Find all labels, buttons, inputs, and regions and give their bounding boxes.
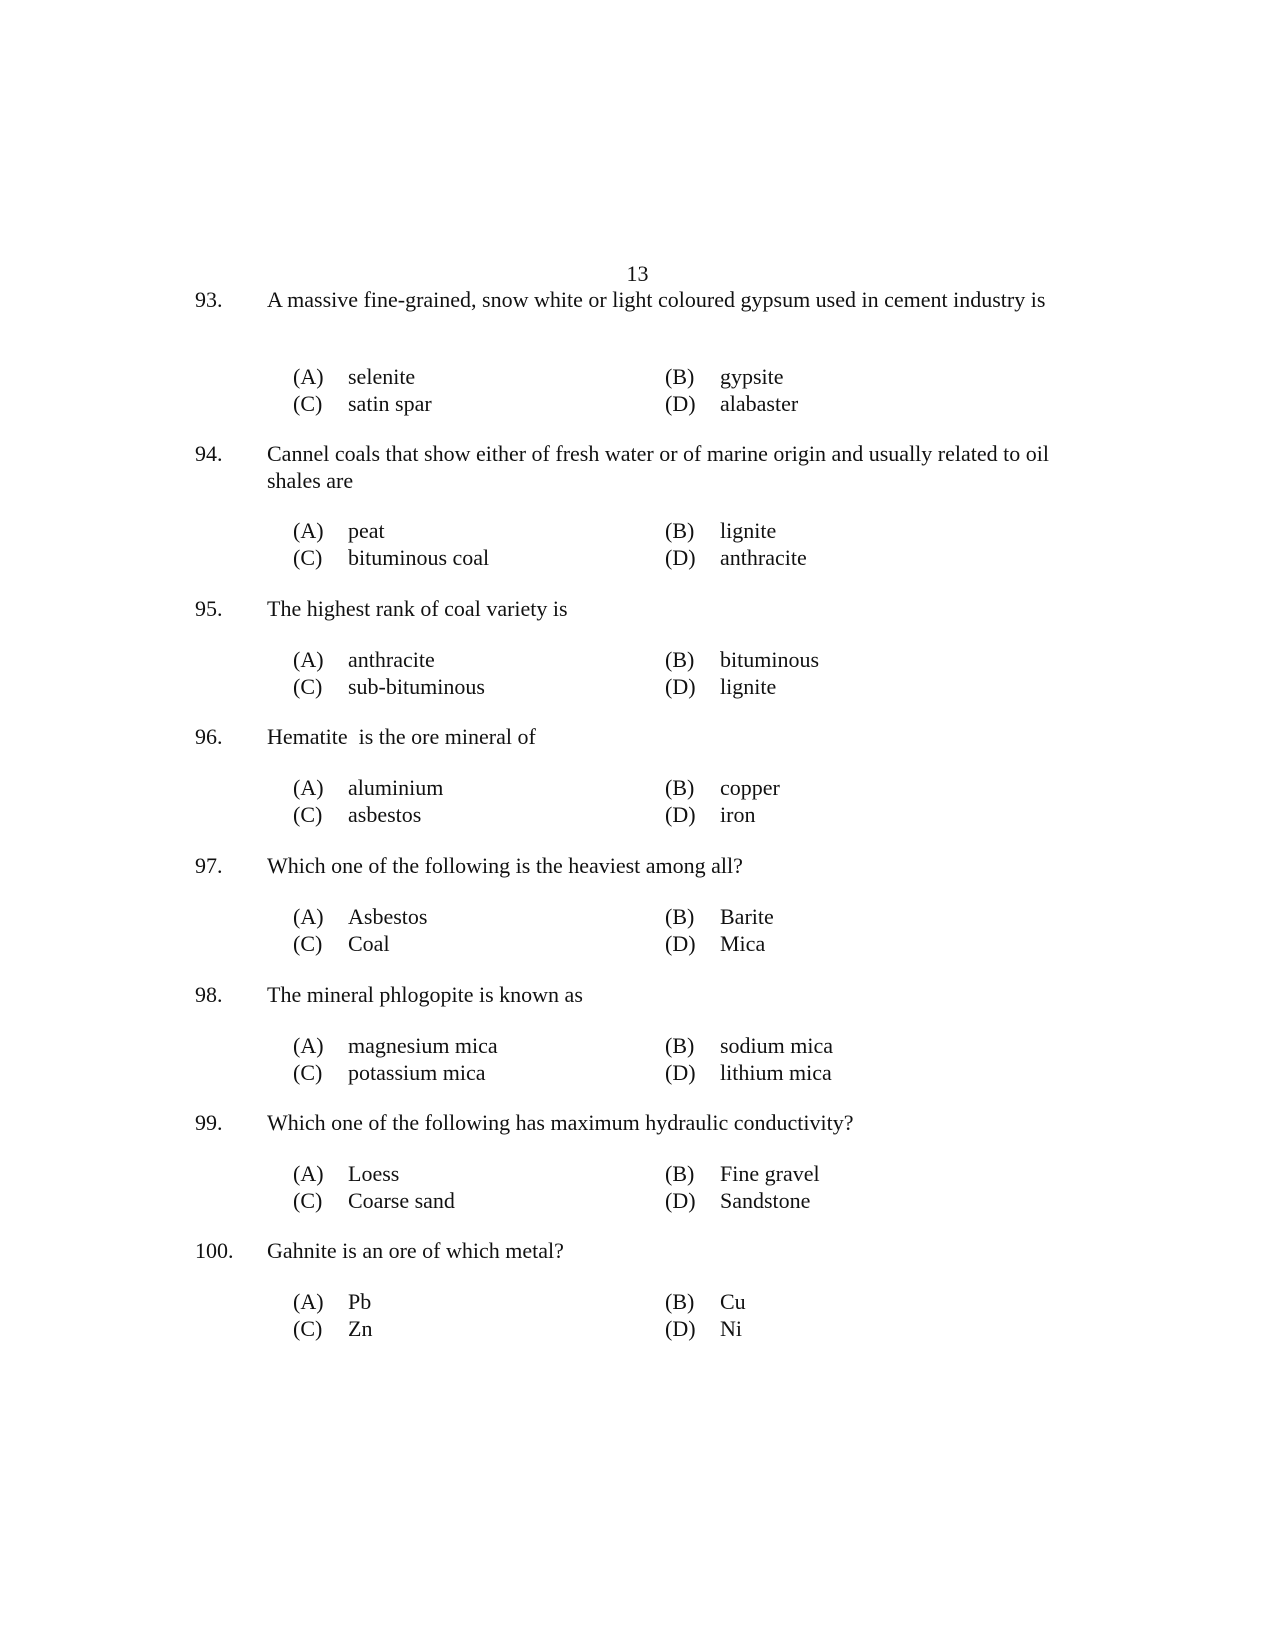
question-text: Cannel coals that show either of fresh water or of marine origin and usually related to oil shales are [267, 441, 1049, 493]
option-letter: (A) [293, 775, 324, 800]
option-text: selenite [348, 364, 416, 389]
question-100 [195, 1237, 1095, 1341]
option-c[interactable] [293, 1187, 455, 1214]
option-letter: (C) [293, 1060, 323, 1085]
option-c[interactable] [293, 1059, 485, 1086]
option-a[interactable] [293, 1160, 399, 1187]
option-text: asbestos [348, 802, 422, 827]
option-letter: (C) [293, 674, 323, 699]
question-95 [195, 595, 1095, 699]
option-text: Mica [720, 931, 766, 956]
option-letter: (D) [665, 1188, 696, 1213]
option-b[interactable] [665, 1160, 820, 1187]
option-letter: (D) [665, 674, 696, 699]
option-letter: (C) [293, 931, 323, 956]
option-d[interactable] [665, 544, 807, 571]
option-d[interactable] [665, 930, 765, 957]
option-text: Zn [348, 1316, 373, 1341]
option-text: Sandstone [720, 1188, 811, 1213]
option-text: alabaster [720, 391, 799, 416]
option-c[interactable] [293, 801, 421, 828]
option-a[interactable] [293, 903, 427, 930]
option-c[interactable] [293, 544, 489, 571]
option-text: magnesium mica [348, 1033, 498, 1058]
question-text: Which one of the following has maximum hydraulic conductivity? [267, 1110, 854, 1135]
option-text: Loess [348, 1161, 400, 1186]
option-letter: (B) [665, 1033, 695, 1058]
option-letter: (D) [665, 802, 696, 827]
question-number: 94. [195, 441, 223, 466]
option-c[interactable] [293, 390, 432, 417]
question-93 [195, 286, 1095, 416]
option-text: Coal [348, 931, 390, 956]
option-b[interactable] [665, 517, 776, 544]
option-letter: (B) [665, 1289, 695, 1314]
option-text: lignite [720, 674, 777, 699]
option-a[interactable] [293, 1288, 371, 1315]
option-c[interactable] [293, 673, 485, 700]
option-text: gypsite [720, 364, 784, 389]
question-number: 98. [195, 982, 223, 1007]
page-number: 13 [626, 261, 649, 286]
option-text: Pb [348, 1289, 372, 1314]
option-letter: (B) [665, 775, 695, 800]
option-d[interactable] [665, 673, 776, 700]
option-text: iron [720, 802, 756, 827]
option-text: lignite [720, 518, 777, 543]
option-b[interactable] [665, 903, 774, 930]
question-number: 96. [195, 724, 223, 749]
option-text: peat [348, 518, 385, 543]
option-letter: (A) [293, 647, 324, 672]
option-text: lithium mica [720, 1060, 832, 1085]
option-letter: (B) [665, 904, 695, 929]
option-letter: (A) [293, 1033, 324, 1058]
option-text: Fine gravel [720, 1161, 820, 1186]
option-text: potassium mica [348, 1060, 486, 1085]
option-letter: (A) [293, 904, 324, 929]
option-a[interactable] [293, 774, 443, 801]
option-b[interactable] [665, 646, 819, 673]
option-d[interactable] [665, 801, 755, 828]
option-letter: (D) [665, 1316, 696, 1341]
option-letter: (D) [665, 1060, 696, 1085]
option-text: bituminous [720, 647, 820, 672]
option-letter: (B) [665, 1161, 695, 1186]
option-text: Coarse sand [348, 1188, 455, 1213]
option-letter: (D) [665, 545, 696, 570]
question-text: The mineral phlogopite is known as [267, 982, 583, 1007]
question-text: A massive fine-grained, snow white or light coloured gypsum used in cement industry is [267, 287, 1046, 312]
option-c[interactable] [293, 1315, 372, 1342]
option-letter: (C) [293, 391, 323, 416]
option-letter: (A) [293, 518, 324, 543]
option-letter: (D) [665, 931, 696, 956]
option-a[interactable] [293, 1032, 498, 1059]
option-letter: (B) [665, 647, 695, 672]
option-letter: (C) [293, 1316, 323, 1341]
option-d[interactable] [665, 1315, 742, 1342]
option-c[interactable] [293, 930, 390, 957]
option-letter: (C) [293, 1188, 323, 1213]
option-letter: (B) [665, 364, 695, 389]
option-b[interactable] [665, 363, 784, 390]
option-d[interactable] [665, 390, 798, 417]
option-b[interactable] [665, 1288, 746, 1315]
option-text: copper [720, 775, 780, 800]
question-number: 97. [195, 853, 223, 878]
option-a[interactable] [293, 517, 385, 544]
option-d[interactable] [665, 1187, 810, 1214]
question-number: 100. [195, 1238, 234, 1263]
question-97 [195, 852, 1095, 956]
option-text: anthracite [720, 545, 807, 570]
option-text: sodium mica [720, 1033, 834, 1058]
question-text: Which one of the following is the heaviest among all? [267, 853, 743, 878]
option-b[interactable] [665, 774, 780, 801]
option-text: Ni [720, 1316, 742, 1341]
option-letter: (A) [293, 1161, 324, 1186]
option-text: Cu [720, 1289, 746, 1314]
question-text: The highest rank of coal variety is [267, 596, 568, 621]
question-number: 95. [195, 596, 223, 621]
question-number: 93. [195, 287, 223, 312]
question-99 [195, 1109, 1095, 1213]
question-94 [195, 440, 1095, 570]
option-letter: (C) [293, 545, 323, 570]
question-text: Hematite is the ore mineral of [267, 724, 536, 749]
option-b[interactable] [665, 1032, 833, 1059]
option-a[interactable] [293, 363, 415, 390]
option-letter: (A) [293, 1289, 324, 1314]
option-text: anthracite [348, 647, 435, 672]
option-text: Barite [720, 904, 774, 929]
option-letter: (A) [293, 364, 324, 389]
option-text: satin spar [348, 391, 432, 416]
question-text: Gahnite is an ore of which metal? [267, 1238, 564, 1263]
question-number: 99. [195, 1110, 223, 1135]
option-text: Asbestos [348, 904, 428, 929]
option-letter: (B) [665, 518, 695, 543]
option-d[interactable] [665, 1059, 832, 1086]
option-text: aluminium [348, 775, 444, 800]
option-text: bituminous coal [348, 545, 490, 570]
question-98 [195, 981, 1095, 1085]
option-a[interactable] [293, 646, 435, 673]
option-letter: (D) [665, 391, 696, 416]
option-text: sub-bituminous [348, 674, 485, 699]
question-96 [195, 723, 1095, 827]
option-letter: (C) [293, 802, 323, 827]
